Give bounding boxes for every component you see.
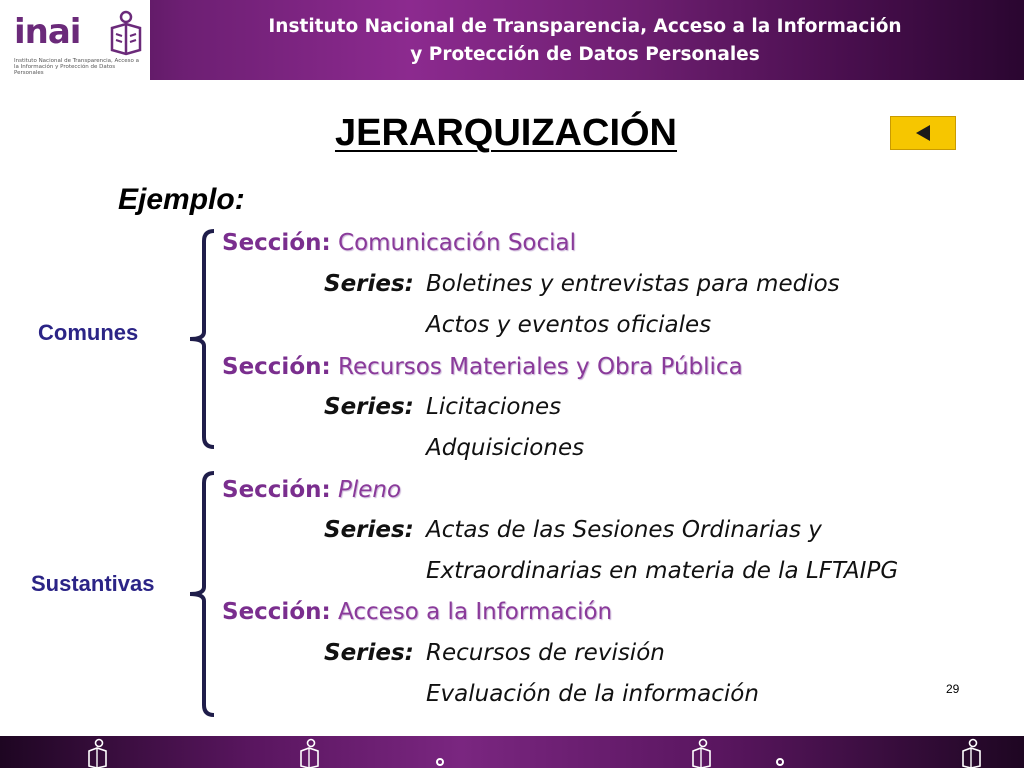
seccion-name: Acceso a la Información: [338, 599, 613, 625]
seccion-row: [222, 477, 401, 503]
person-book-icon: [86, 738, 108, 768]
series-prefix: Series:: [324, 640, 414, 666]
header-title-line1: Instituto Nacional de Transparencia, Acceso a la Información: [268, 16, 902, 37]
series-prefix: Series:: [324, 394, 414, 420]
person-book-icon: [690, 738, 712, 768]
seccion-row: [222, 230, 576, 256]
logo-text: inai: [14, 12, 81, 52]
seccion-prefix: Sección:: [222, 477, 331, 503]
back-triangle-icon: [916, 125, 930, 141]
seccion-row: [222, 354, 743, 380]
seccion-prefix: Sección:: [222, 230, 331, 256]
series-item: Boletines y entrevistas para medios: [426, 271, 840, 297]
ejemplo-heading: Ejemplo:: [118, 183, 245, 216]
seccion-name: Comunicación Social: [338, 230, 577, 256]
seccion-name: Pleno: [338, 477, 402, 503]
inai-person-book-icon: [104, 10, 142, 56]
header-banner: [0, 0, 1024, 80]
seccion-name: Recursos Materiales y Obra Pública: [338, 354, 743, 380]
series-item: Extraordinarias en materia de la LFTAIPG: [426, 558, 899, 584]
footer-circle-icon: [776, 758, 784, 766]
logo: [0, 0, 150, 80]
series-item: Actos y eventos oficiales: [426, 312, 712, 338]
back-button[interactable]: [890, 116, 956, 150]
header-title: [150, 13, 1020, 69]
header-title-line2: y Protección de Datos Personales: [410, 44, 760, 65]
series-item: Evaluación de la información: [426, 681, 759, 707]
seccion-prefix: Sección:: [222, 354, 331, 380]
seccion-prefix: Sección:: [222, 599, 331, 625]
sustantivas-bracket: [180, 470, 220, 718]
person-book-icon: [960, 738, 982, 768]
series-prefix: Series:: [324, 271, 414, 297]
series-item: Recursos de revisión: [426, 640, 665, 666]
logo-caption: Instituto Nacional de Transparencia, Acceso a la Información y Protección de Datos Personales: [14, 58, 139, 76]
label-sustantivas: Sustantivas: [31, 571, 155, 596]
slide-title: JERARQUIZACIÓN: [334, 112, 678, 154]
comunes-bracket: [180, 228, 220, 450]
series-item: Adquisiciones: [426, 435, 585, 461]
series-item: Actas de las Sesiones Ordinarias y: [426, 517, 822, 543]
series-prefix: Series:: [324, 517, 414, 543]
seccion-row: [222, 599, 612, 625]
series-item: Licitaciones: [426, 394, 562, 420]
person-book-icon: [298, 738, 320, 768]
footer-circle-icon: [436, 758, 444, 766]
label-comunes: Comunes: [38, 320, 139, 345]
page-number: 29: [946, 682, 960, 696]
footer-bar: [0, 736, 1024, 768]
